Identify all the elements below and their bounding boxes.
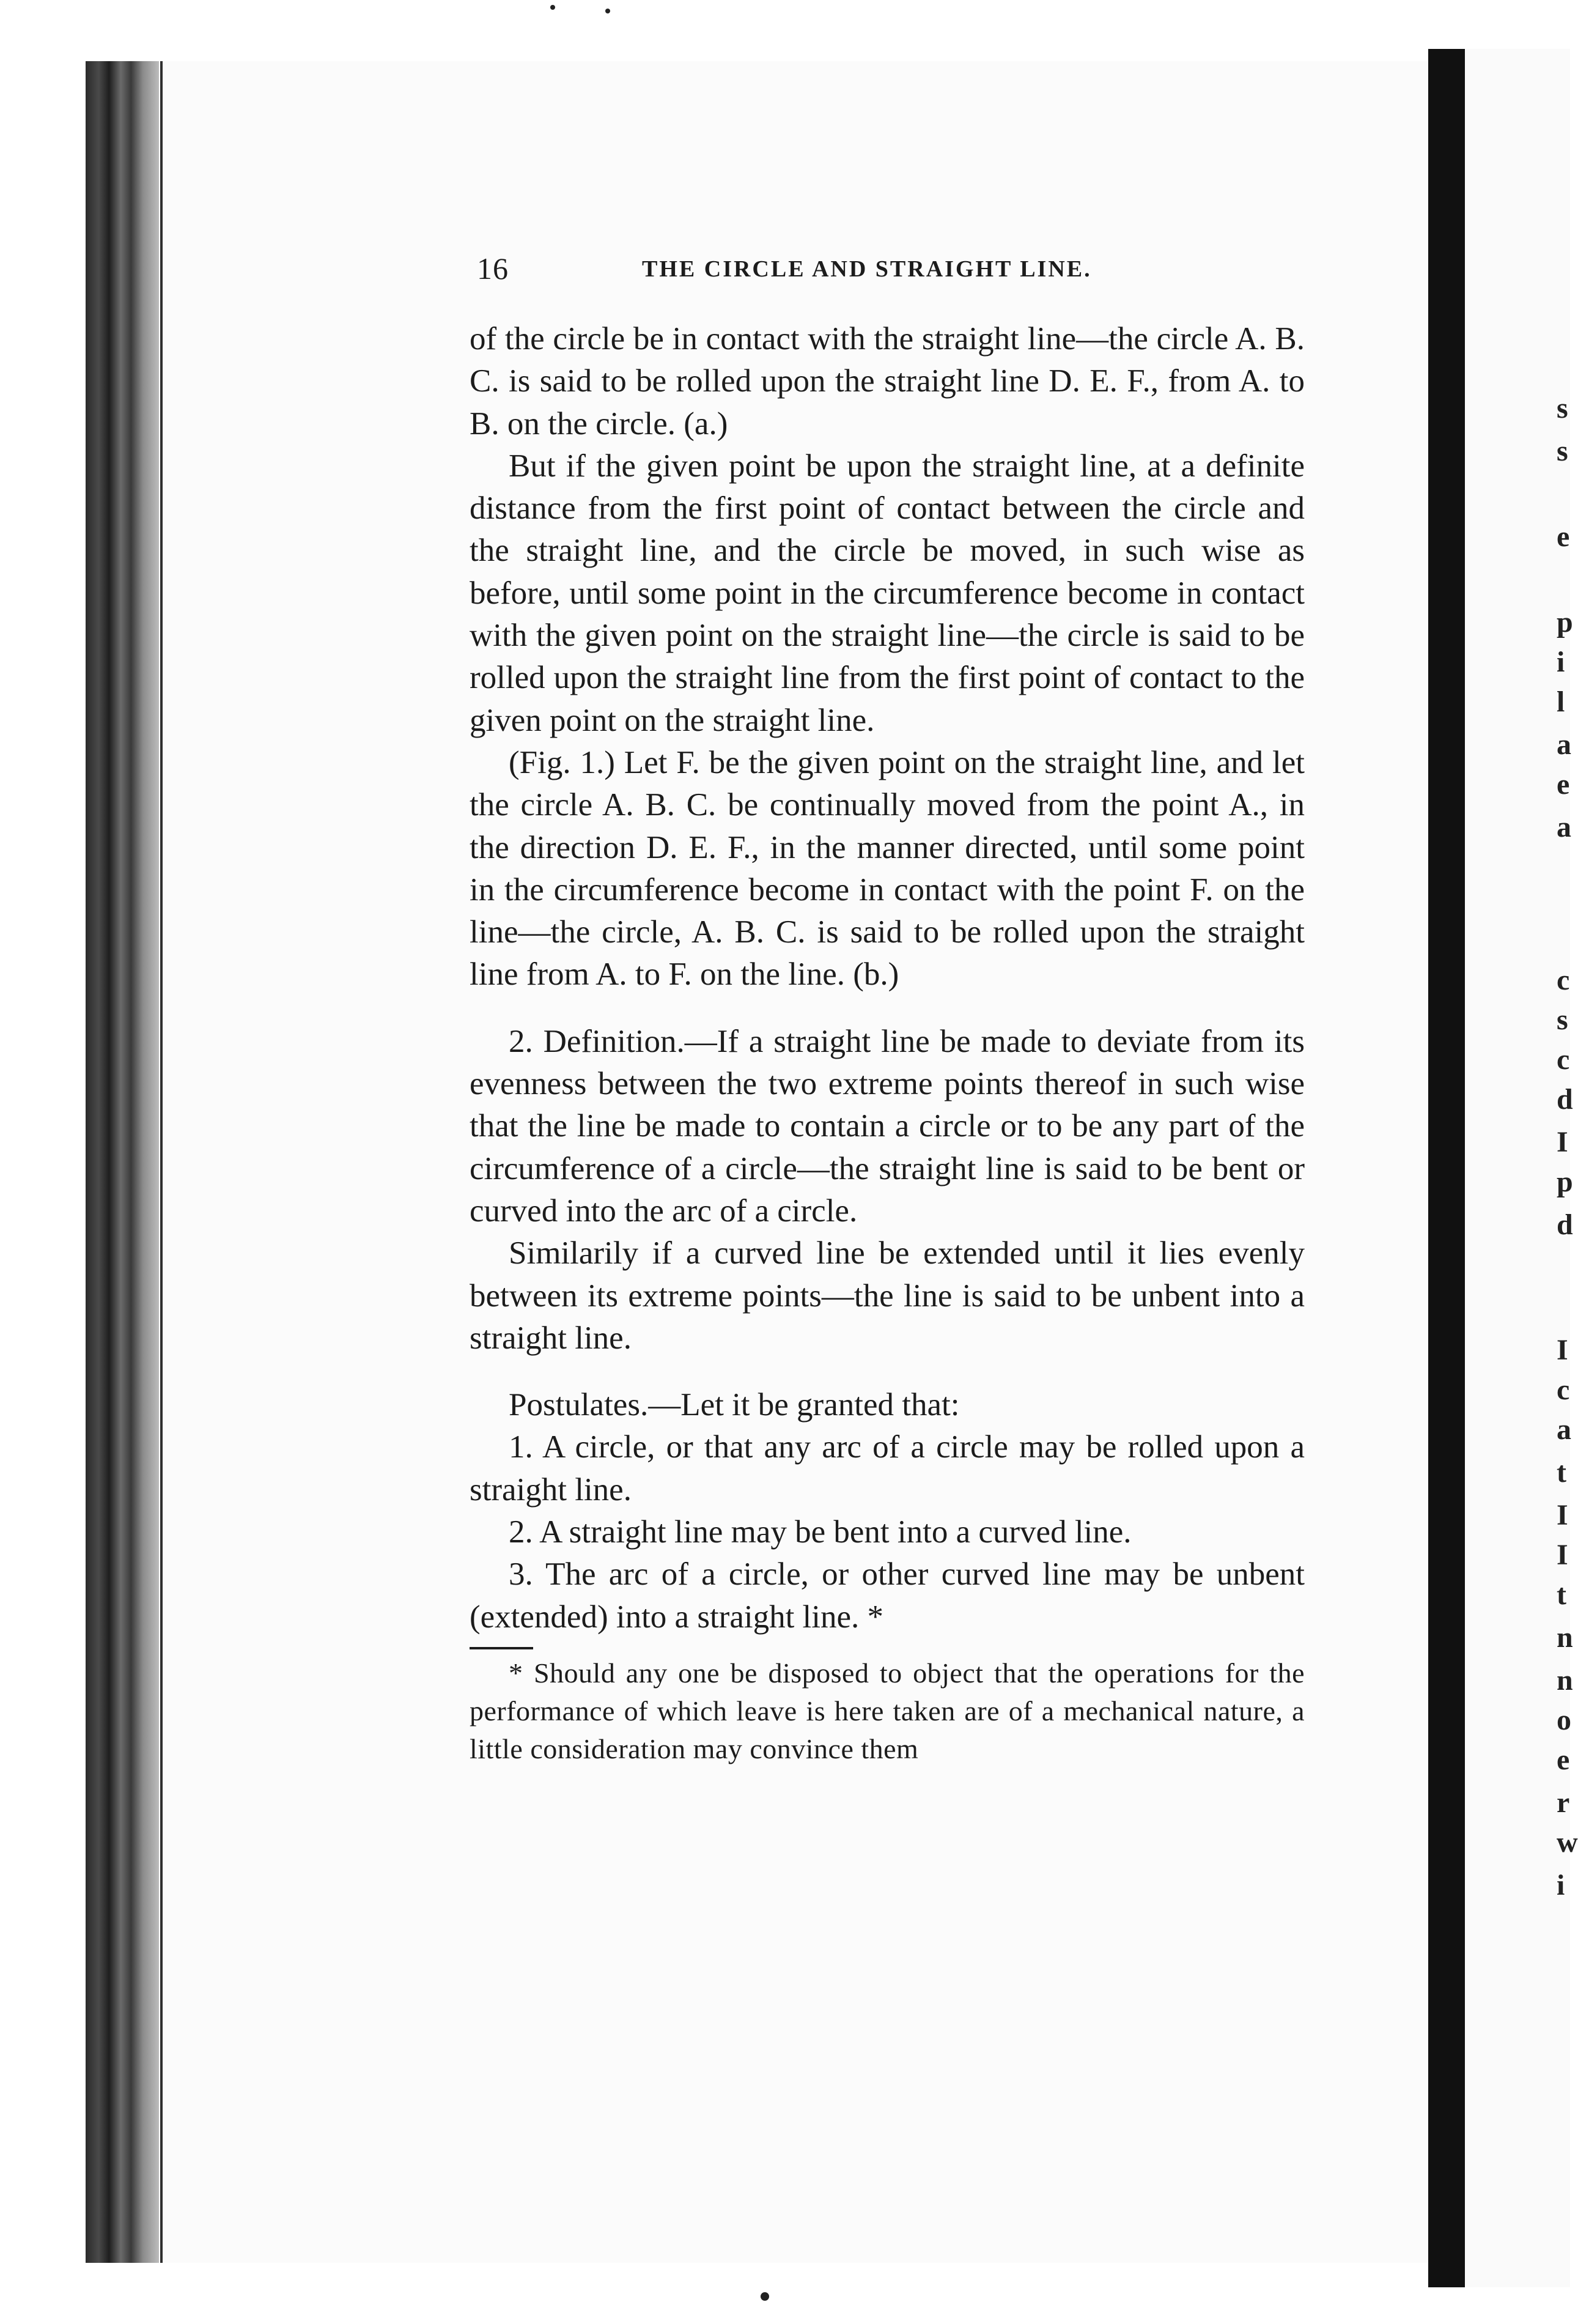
- next-page-glyph: I: [1557, 1334, 1568, 1366]
- next-page-glyph: i: [1557, 646, 1565, 678]
- postulate-item: 3. The arc of a circle, or other curved line may be unbent (extended) into a straight line. *: [470, 1556, 1305, 1635]
- next-page-glyph: w: [1557, 1826, 1578, 1859]
- next-page-glyph: t: [1557, 1578, 1566, 1611]
- next-page-glyph: a: [1557, 1413, 1571, 1446]
- next-page-glyph: e: [1557, 520, 1570, 553]
- scan-speck: [605, 9, 610, 13]
- next-page-glyph: c: [1557, 964, 1570, 996]
- next-page-glyph: e: [1557, 768, 1570, 801]
- running-head: THE CIRCLE AND STRAIGHT LINE.: [642, 256, 1092, 282]
- scan-speck: [761, 2292, 769, 2301]
- paragraph: of the circle be in contact with the straight line—the circle A. B. C. is said to be rolled upon the straight line D. E. F., from A. to B. on the circle. (a.): [470, 321, 1305, 442]
- gutter: [1428, 49, 1465, 2287]
- next-page-glyph: s: [1557, 1004, 1568, 1036]
- next-page-glyph: p: [1557, 606, 1573, 638]
- next-page-glyph: o: [1557, 1704, 1571, 1736]
- next-page-glyph: s: [1557, 392, 1568, 424]
- next-page-glyph: d: [1557, 1083, 1573, 1116]
- next-page-glyph: d: [1557, 1208, 1573, 1241]
- paragraph: (Fig. 1.) Let F. be the given point on the straight line, and let the circle A. B. C. be continually moved from the point A., in the direction D. E. F., in the manner directed, until some point in the circumference become in contact with the point F. on the line—the circle, A. B. C. is said to be rolled upon the straight line from A. to F. on the line. (b.): [470, 744, 1305, 993]
- next-page-glyph: i: [1557, 1869, 1565, 1901]
- next-page-glyph: I: [1557, 1126, 1568, 1158]
- next-page-edge: [1465, 49, 1578, 2287]
- next-page-glyph: t: [1557, 1456, 1566, 1489]
- next-page-glyph: l: [1557, 686, 1565, 718]
- page-number: 16: [477, 251, 509, 286]
- body-text: [470, 318, 1305, 1768]
- next-page-glyph: c: [1557, 1043, 1570, 1076]
- definition-paragraph: 2. Definition.—If a straight line be made to deviate from its evenness between the two extreme points thereof in such wise that the line be made to contain a circle or to be any part of the circumference of a circle—the straight line is said to be bent or curved into the arc of a circle.: [470, 1023, 1305, 1229]
- next-page-glyph: a: [1557, 811, 1571, 843]
- scan-speck: [550, 5, 555, 10]
- next-page-glyph: n: [1557, 1664, 1573, 1697]
- next-page-glyph: c: [1557, 1374, 1570, 1406]
- page-header: [477, 251, 1137, 294]
- postulates-heading: Postulates.—Let it be granted that:: [509, 1387, 960, 1423]
- footnote-rule: [470, 1647, 533, 1649]
- next-page-glyph: a: [1557, 728, 1571, 761]
- footnote: * Should any one be disposed to object that the operations for the performance of which leave is here taken are of a mechanical nature, a little consideration may convince them: [470, 1657, 1305, 1764]
- next-page-glyph: s: [1557, 435, 1568, 467]
- postulate-item: 1. A circle, or that any arc of a circle may be rolled upon a straight line.: [470, 1429, 1305, 1508]
- next-page-glyph: I: [1557, 1499, 1568, 1531]
- paragraph: But if the given point be upon the straight line, at a definite distance from the first point of contact between the circle and the straight line, and the circle be moved, in such wise as before, until some point in the circumference become in contact with the given point on the straight line—the circle is said to be rolled upon the straight line from the first point of contact to the given point on the straight line.: [470, 448, 1305, 738]
- next-page-glyph: n: [1557, 1621, 1573, 1654]
- next-page-glyph: p: [1557, 1166, 1573, 1198]
- book-spine: [86, 61, 159, 2263]
- scan-margin: [0, 0, 86, 2324]
- next-page-glyph: I: [1557, 1539, 1568, 1571]
- next-page-glyph: r: [1557, 1786, 1570, 1819]
- next-page-glyph: e: [1557, 1744, 1570, 1776]
- paragraph: Similarily if a curved line be extended until it lies evenly between its extreme points—the line is said to be unbent into a straight line.: [470, 1235, 1305, 1356]
- postulate-item: 2. A straight line may be bent into a curved line.: [509, 1514, 1132, 1550]
